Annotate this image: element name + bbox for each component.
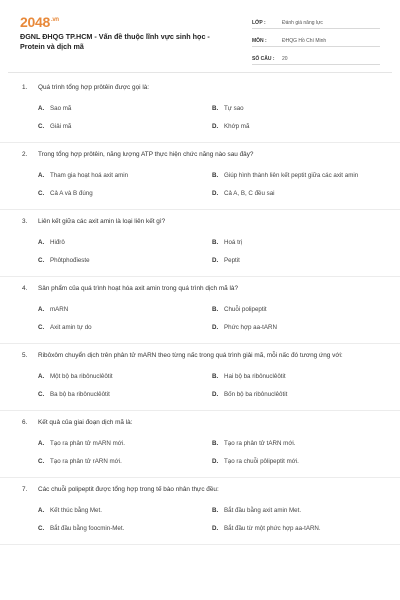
- option-letter: C.: [38, 256, 45, 264]
- question-text: Sản phẩm của quá trình hoạt hóa axit amin trong quá trình dịch mã là?: [38, 285, 239, 292]
- question-item: [0, 344, 400, 411]
- option-text: Axit amin tự do: [50, 323, 92, 331]
- option-letter: A.: [38, 238, 45, 246]
- question-item: [0, 478, 400, 545]
- option-text: Bắt đầu bằng axit amin Met.: [224, 506, 302, 514]
- option-text: Peptit: [224, 256, 240, 264]
- question-number: 2.: [22, 151, 28, 158]
- option-text: Phức hợp aa-tARN: [224, 323, 277, 331]
- question-number: 4.: [22, 285, 28, 292]
- question-number: 3.: [22, 218, 28, 225]
- answer-option[interactable]: [38, 118, 204, 136]
- meta-row-count: [252, 50, 380, 65]
- question-item: [0, 411, 400, 478]
- option-letter: D.: [212, 122, 219, 130]
- option-letter: B.: [212, 439, 219, 447]
- option-text: Tham gia hoạt hoá axit amin: [50, 171, 129, 179]
- meta-row-class: [252, 14, 380, 29]
- answer-option[interactable]: [38, 185, 204, 203]
- question-number: 7.: [22, 486, 28, 493]
- meta-label: SỐ CÂU :: [252, 56, 275, 62]
- option-letter: D.: [212, 256, 219, 264]
- question-text: Quá trình tổng hợp prôtêin được gọi là:: [38, 84, 150, 91]
- question-text-row: [22, 478, 378, 494]
- option-letter: A.: [38, 506, 45, 514]
- question-item: [0, 76, 400, 143]
- answer-option[interactable]: [212, 100, 378, 118]
- answer-options: [22, 427, 378, 477]
- option-letter: D.: [212, 390, 219, 398]
- answer-option[interactable]: [212, 520, 378, 538]
- option-letter: A.: [38, 171, 45, 179]
- option-letter: D.: [212, 323, 219, 331]
- answer-option[interactable]: [212, 252, 378, 270]
- document-header: [0, 0, 400, 74]
- answer-option[interactable]: [212, 319, 378, 337]
- answer-option[interactable]: [38, 386, 204, 404]
- question-text-row: [22, 143, 378, 159]
- answer-options: [22, 494, 378, 544]
- option-text: Cả A và B đúng: [50, 189, 93, 197]
- option-text: Cả A, B, C đều sai: [224, 189, 275, 197]
- question-number: 1.: [22, 84, 28, 91]
- option-text: Hai bộ ba ribônuclêôtit: [224, 372, 286, 380]
- meta-label: MÔN :: [252, 38, 267, 44]
- answer-option[interactable]: [38, 301, 204, 319]
- question-item: [0, 143, 400, 210]
- answer-options: [22, 226, 378, 276]
- option-text: Tạo ra phân tử tARN mới.: [224, 439, 296, 447]
- question-text: Ribôxôm chuyển dịch trên phân tử mARN theo từng nấc trong quá trình giải mã, mỗi nấc đó tương ứng với:: [38, 352, 343, 359]
- option-text: Phôtphođieste: [50, 256, 90, 264]
- question-list: [0, 76, 400, 545]
- question-text-row: [22, 411, 378, 427]
- answer-option[interactable]: [38, 100, 204, 118]
- logo-suffix: .vn: [50, 17, 59, 24]
- option-letter: B.: [212, 506, 219, 514]
- option-letter: A.: [38, 104, 45, 112]
- option-text: Hiđrô: [50, 238, 65, 246]
- meta-value: 20: [282, 56, 288, 62]
- option-letter: D.: [212, 524, 219, 532]
- answer-option[interactable]: [212, 368, 378, 386]
- document-title: ĐGNL ĐHQG TP.HCM - Vấn đề thuộc lĩnh vực sinh học - Protein và dịch mã: [20, 32, 210, 51]
- option-letter: B.: [212, 171, 219, 179]
- answer-option[interactable]: [212, 386, 378, 404]
- question-item: [0, 210, 400, 277]
- answer-option[interactable]: [38, 520, 204, 538]
- answer-options: [22, 293, 378, 343]
- question-text-row: [22, 210, 378, 226]
- option-text: Bốn bộ ba ribônuclêôtit: [224, 390, 288, 398]
- option-text: Ba bộ ba ribônuclêôtit: [50, 390, 110, 398]
- option-letter: C.: [38, 390, 45, 398]
- meta-label: LỚP :: [252, 20, 266, 26]
- option-letter: C.: [38, 323, 45, 331]
- question-number: 5.: [22, 352, 28, 359]
- option-text: Sao mã: [50, 104, 72, 112]
- question-text-row: [22, 76, 378, 92]
- question-text: Các chuỗi polipeptit được tổng hợp trong tế bào nhân thực đều:: [38, 486, 219, 493]
- answer-option[interactable]: [38, 252, 204, 270]
- answer-option[interactable]: [212, 167, 378, 185]
- option-text: Chuỗi polipeptit: [224, 305, 267, 313]
- answer-options: [22, 92, 378, 142]
- option-letter: B.: [212, 305, 219, 313]
- option-letter: C.: [38, 122, 45, 130]
- option-letter: B.: [212, 104, 219, 112]
- document-meta: [252, 14, 380, 68]
- option-letter: C.: [38, 524, 45, 532]
- option-text: Giúp hình thành liên kết peptit giữa các axit amin: [224, 171, 359, 179]
- question-text-row: [22, 277, 378, 293]
- option-letter: B.: [212, 238, 219, 246]
- option-text: Bắt đầu bằng foocmin-Met.: [50, 524, 125, 532]
- option-text: Giải mã: [50, 122, 72, 130]
- question-item: [0, 277, 400, 344]
- option-text: Khớp mã: [224, 122, 250, 130]
- meta-value: ĐHQG Hồ Chí Minh: [282, 38, 327, 44]
- answer-option[interactable]: [38, 234, 204, 252]
- option-text: Kết thúc bằng Met.: [50, 506, 102, 514]
- meta-row-subject: [252, 32, 380, 47]
- option-letter: A.: [38, 305, 45, 313]
- answer-option[interactable]: [212, 118, 378, 136]
- question-text-row: [22, 344, 378, 360]
- answer-option[interactable]: [38, 167, 204, 185]
- header-divider: [8, 72, 392, 73]
- answer-option[interactable]: [212, 234, 378, 252]
- logo-text: 2048: [20, 14, 50, 30]
- answer-option[interactable]: [38, 368, 204, 386]
- answer-options: [22, 360, 378, 410]
- option-text: Hoá trị: [224, 238, 243, 246]
- option-text: Bắt đầu từ một phức hợp aa-tARN.: [224, 524, 321, 532]
- option-text: mARN: [50, 305, 69, 313]
- answer-option[interactable]: [212, 453, 378, 471]
- option-text: Tạo ra chuỗi pôlipeptit mới.: [224, 457, 299, 465]
- answer-option[interactable]: [38, 319, 204, 337]
- option-text: Tự sao: [224, 104, 244, 112]
- option-letter: D.: [212, 457, 219, 465]
- site-logo[interactable]: [20, 14, 59, 30]
- option-text: Tạo ra phân tử mARN mới.: [50, 439, 125, 447]
- question-text: Liên kết giữa các axit amin là loại liên kết gì?: [38, 218, 166, 225]
- question-number: 6.: [22, 419, 28, 426]
- answer-option[interactable]: [212, 185, 378, 203]
- option-text: Một bộ ba ribônuclêôtit: [50, 372, 113, 380]
- answer-option[interactable]: [38, 435, 204, 453]
- option-letter: D.: [212, 189, 219, 197]
- option-text: Tạo ra phân tử rARN mới.: [50, 457, 122, 465]
- option-letter: C.: [38, 189, 45, 197]
- answer-option[interactable]: [212, 435, 378, 453]
- answer-options: [22, 159, 378, 209]
- question-text: Trong tổng hợp prôtêin, năng lượng ATP thực hiện chức năng nào sau đây?: [38, 151, 254, 158]
- option-letter: A.: [38, 439, 45, 447]
- answer-option[interactable]: [212, 301, 378, 319]
- option-letter: C.: [38, 457, 45, 465]
- option-letter: B.: [212, 372, 219, 380]
- answer-option[interactable]: [38, 453, 204, 471]
- answer-option[interactable]: [38, 502, 204, 520]
- option-letter: A.: [38, 372, 45, 380]
- meta-value: Đánh giá năng lực: [282, 20, 323, 26]
- answer-option[interactable]: [212, 502, 378, 520]
- question-text: Kết quả của giai đoạn dịch mã là:: [38, 419, 133, 426]
